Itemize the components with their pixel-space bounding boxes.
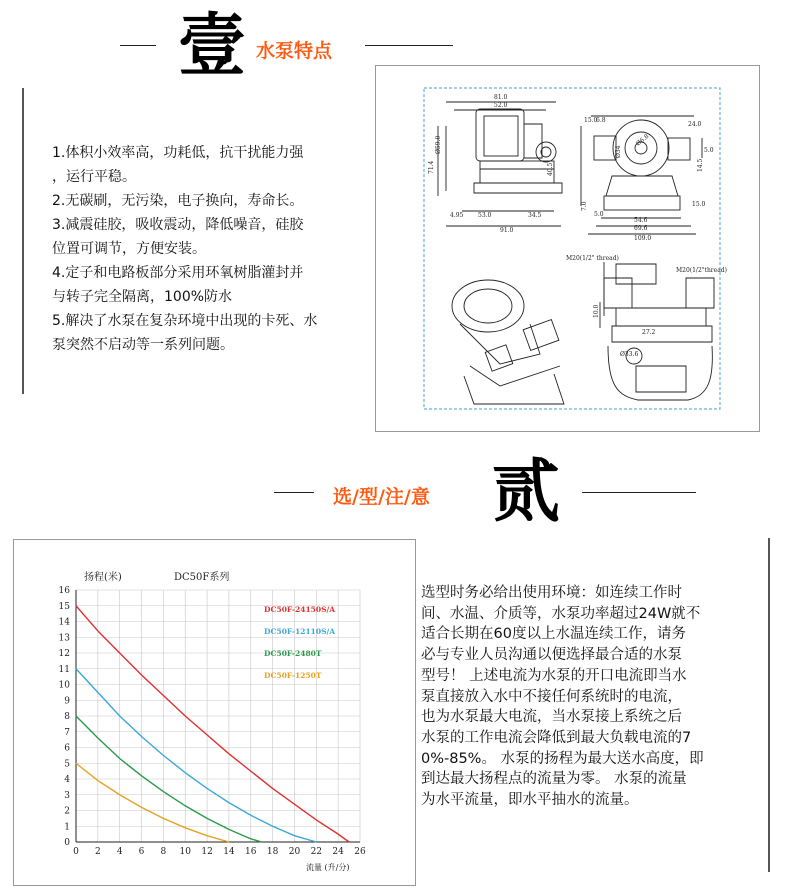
y-tick-label: 1 [64,822,70,833]
dim-label: 24.0 [688,121,702,128]
thread-label: M20(1/2" thread) [566,255,619,262]
y-tick-label: 11 [58,664,70,675]
x-tick-label: 24 [332,847,344,857]
y-tick-label: 4 [64,775,70,785]
y-tick-label: 14 [58,617,70,628]
note-line: 必与专业人员沟通以便选择最合适的水泵 [421,647,682,664]
dim-label: 14.5 [697,158,704,172]
x-tick-label: 6 [138,847,145,857]
header-rule-right [365,45,453,46]
performance-curve-chart [14,540,415,885]
feature-line: 1.体积小效率高，功耗低，抗干扰能力强 [52,145,304,161]
dim-label: 15.0 [584,117,598,124]
dim-label: 7.0 [581,201,588,211]
dim-label: 34.5 [528,212,542,219]
series-line [76,669,316,842]
note-line: 间、水温、介质等，水泵功率超过24W就不 [421,605,701,622]
accent-bar-left [22,88,24,394]
section-heading-selection: 选/型/注/意 [333,486,430,508]
dim-label: 53.0 [478,212,492,219]
y-tick-label: 13 [58,633,70,644]
y-tick-label: 8 [64,712,70,722]
note-line: 选型时务必给出使用环境：如连续工作时 [421,585,682,601]
dim-label: Ø6.8 [634,132,651,148]
y-tick-label: 3 [64,790,70,801]
feature-list [52,141,317,357]
dim-label: Ø34 [615,145,622,158]
feature-line: 与转子完全隔离，100%防水 [52,289,233,305]
x-tick-label: 14 [223,847,235,857]
feature-line: 泵突然不启动等一系列问题。 [52,337,234,353]
chart-x-label: 流量 (升/分) [306,863,350,872]
dim-label: 15.0 [692,201,706,208]
feature-line: 4.定子和电路板部分采用环氧树脂灌封并 [52,265,304,281]
legend-entry: DC50F-12110S/A [264,627,336,636]
x-tick-label: 20 [288,847,301,857]
selection-notes [421,583,704,811]
x-tick-label: 16 [245,847,257,857]
dim-label: 81.0 [494,94,508,101]
accent-bar-right [768,538,770,872]
y-tick-label: 7 [64,727,70,738]
dim-label: 4.95 [450,212,464,219]
x-tick-label: 0 [73,847,79,857]
dim-label: 27.2 [642,329,656,336]
header-rule-left [120,45,156,46]
performance-chart-panel [13,539,416,886]
feature-line: ，运行平稳。 [52,169,136,185]
note-line: 型号！ 上述电流为水泵的开口电流即当水 [421,667,687,684]
series-line [76,606,349,842]
legend-entry: DC50F-2480T [264,649,322,658]
y-tick-label: 0 [64,838,70,848]
dim-label: 5.0 [594,211,604,218]
dim-label: 69.6 [634,225,648,232]
x-tick-label: 8 [160,847,167,857]
x-tick-label: 10 [179,847,191,857]
dim-label: 109.0 [634,235,652,242]
feature-line: 5.解决了水泵在复杂环境中出现的卡死、水 [52,313,318,329]
series-line [76,763,229,842]
chart-title: DC50F系列 [174,572,230,583]
dim-label: 40.5 [547,162,554,176]
dim-label: Ø59.0 [435,135,442,154]
technical-drawing-panel [375,65,760,432]
dim-label: 91.0 [500,227,514,234]
dim-label: 54.6 [634,217,648,224]
x-tick-label: 26 [354,847,366,857]
y-tick-label: 5 [64,759,70,770]
section-number-one: 壹 [178,6,247,86]
y-tick-label: 16 [58,586,70,596]
y-tick-label: 9 [64,696,70,707]
legend-entry: DC50F-1250T [264,671,322,680]
pump-technical-drawing [376,66,759,431]
section-number-two: 贰 [492,452,561,532]
note-line: 适合长期在60度以上水温连续工作，请务 [421,626,686,643]
legend-entry: DC50F-24150S/A [264,605,336,614]
dim-label: 6.8 [596,117,606,124]
feature-line: 位置可调节，方便安装。 [52,241,206,257]
x-tick-label: 4 [116,847,123,857]
x-tick-label: 12 [201,847,213,857]
x-tick-label: 18 [266,847,279,857]
note-line: 为水平流量，即水平抽水的流量。 [421,792,639,809]
feature-line: 2.无碳刷，无污染，电子换向，寿命长。 [52,193,304,209]
note-line: 也为水泵最大电流，当水泵接上系统之后 [421,709,682,726]
note-line: 泵直接放入水中不接任何系统时的电流， [421,688,682,705]
y-tick-label: 12 [58,649,70,659]
y-tick-label: 10 [58,680,70,691]
header-rule-left [274,492,314,493]
dim-label: 5.0 [704,147,714,154]
dim-label: 52.0 [494,102,508,109]
y-tick-label: 15 [58,601,70,612]
section-heading-features: 水泵特点 [256,40,333,62]
dim-label: Ø33.6 [620,351,639,358]
y-tick-label: 2 [64,806,70,817]
y-tick-label: 6 [64,743,70,754]
feature-line: 3.减震硅胶，吸收震动，降低噪音，硅胶 [52,217,304,233]
header-rule-right [582,492,696,493]
note-line: 水泵的工作电流会降低到最大负载电流的7 [421,729,692,746]
thread-label: M20(1/2"thread) [676,267,727,274]
dim-label: 71.4 [428,160,435,174]
x-tick-label: 2 [94,847,101,857]
note-line: 到达最大扬程点的流量为零。 水泵的流量 [421,771,687,788]
note-line: 0%-85%。 水泵的扬程为最大送水高度，即 [421,750,704,767]
x-tick-label: 22 [310,847,323,857]
dim-label: 10.0 [593,304,600,318]
chart-y-label: 扬程(米) [84,572,122,583]
